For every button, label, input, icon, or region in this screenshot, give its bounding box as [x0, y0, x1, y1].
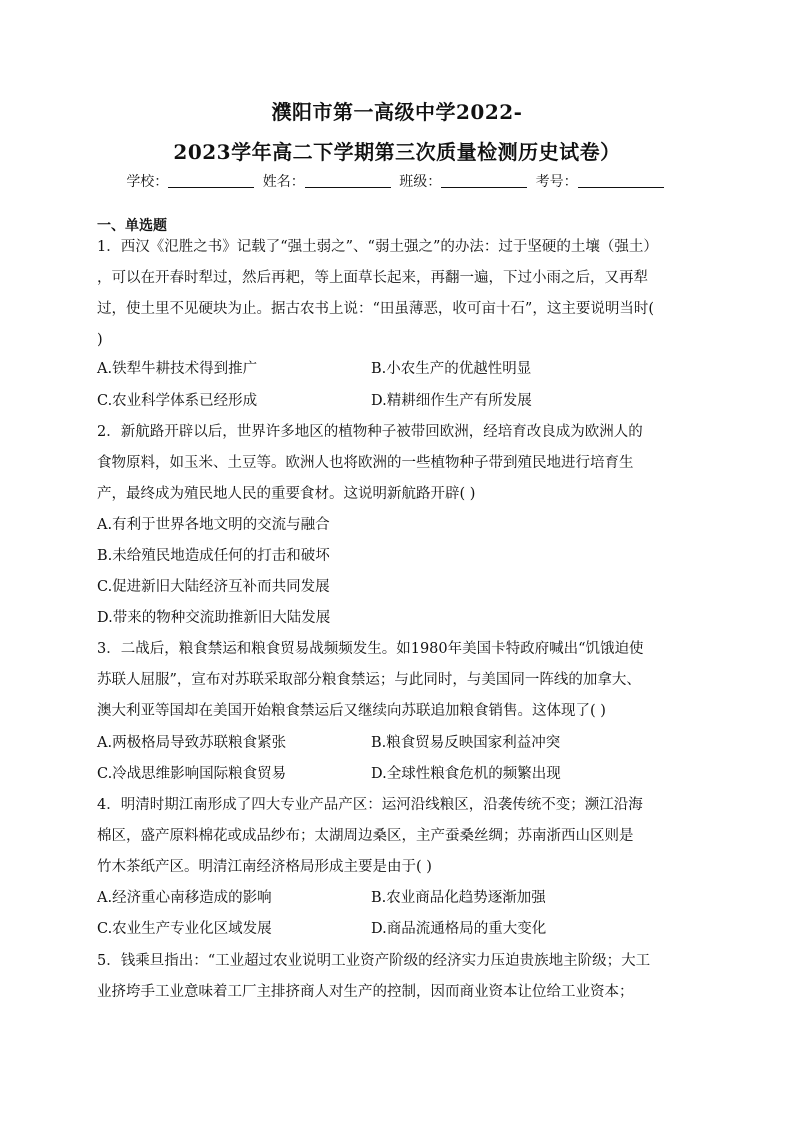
- name-label: 姓名：: [262, 174, 305, 190]
- question-3-option-c: C.冷战思维影响国际粮食贸易: [97, 766, 287, 782]
- class-label: 班级：: [399, 174, 442, 190]
- question-3-line-3: 澳大利亚等国却在美国开始粮食禁运后又继续向苏联追加粮食销售。这体现了( ): [97, 703, 606, 719]
- school-blank[interactable]: [168, 173, 254, 188]
- exam-title-line2: 2023学年高二下学期第三次质量检测历史试卷）: [173, 140, 621, 164]
- question-1-option-b: B.小农生产的优越性明显: [371, 361, 532, 377]
- exam-number-label: 考号：: [535, 174, 578, 190]
- question-5-line-1: 5．钱乘旦指出：“工业超过农业说明工业资产阶级的经济实力压迫贵族地主阶级；大工: [97, 953, 651, 969]
- exam-title-line1: 濮阳市第一高级中学2022-: [271, 100, 523, 124]
- question-5-line-2: 业挤垮手工业意味着工厂主排挤商人对生产的控制，因而商业资本让位给工业资本；: [97, 984, 634, 1000]
- question-3-line-2: 苏联人屈服”，宣布对苏联采取部分粮食禁运；与此同时，与美国同一阵线的加拿大、: [97, 672, 641, 688]
- school-label: 学校：: [126, 174, 169, 190]
- question-4-option-a: A.经济重心南移造成的影响: [97, 890, 272, 906]
- question-4-option-c: C.农业生产专业化区域发展: [97, 921, 272, 937]
- question-1-line-4: ): [97, 332, 103, 348]
- question-1-option-c: C.农业科学体系已经形成: [97, 393, 258, 409]
- question-2-option-b: B.未给殖民地造成任何的打击和破坏: [97, 548, 330, 564]
- exam-number-blank[interactable]: [578, 173, 664, 188]
- question-3-option-a: A.两极格局导致苏联粮食紧张: [97, 735, 287, 751]
- question-1-option-a: A.铁犁牛耕技术得到推广: [97, 361, 258, 377]
- question-4-line-1: 4．明清时期江南形成了四大专业产品产区：运河沿线粮区，沿袭传统不变；濒江沿海: [97, 797, 643, 813]
- question-3-line-1: 3．二战后，粮食禁运和粮食贸易战频频发生。如1980年美国卡特政府喊出“饥饿迫使: [97, 641, 644, 657]
- question-2-line-2: 食物原料，如玉米、土豆等。欧洲人也将欧洲的一些植物种子带到殖民地进行培育生: [97, 455, 634, 471]
- question-3-option-b: B.粮食贸易反映国家利益冲突: [371, 735, 561, 751]
- section-heading: 一、单选题: [97, 218, 167, 234]
- question-4-option-b: B.农业商品化趋势逐渐加强: [371, 890, 546, 906]
- question-1-line-2: ，可以在开春时犁过，然后再耙，等上面草长起来，再翻一遍，下过小雨之后，又再犁: [97, 270, 648, 286]
- question-4-line-2: 棉区，盛产原料棉花或成品纱布；太湖周边桑区，主产蚕桑丝绸；苏南浙西山区则是: [97, 828, 634, 844]
- question-2-line-3: 产，最终成为殖民地人民的重要食材。这说明新航路开辟( ): [97, 486, 476, 502]
- question-1-option-d: D.精耕细作生产有所发展: [371, 393, 532, 409]
- question-3-option-d: D.全球性粮食危机的频繁出现: [371, 766, 561, 782]
- question-2-line-1: 2．新航路开辟以后，世界许多地区的植物种子被带回欧洲，经培育改良成为欧洲人的: [97, 424, 643, 440]
- class-blank[interactable]: [441, 173, 527, 188]
- student-info-row: [0, 171, 794, 191]
- question-4-line-3: 竹木茶纸产区。明清江南经济格局形成主要是由于( ): [97, 859, 432, 875]
- name-blank[interactable]: [305, 173, 391, 188]
- question-4-option-d: D.商品流通格局的重大变化: [371, 921, 547, 937]
- question-2-option-a: A.有利于世界各地文明的交流与融合: [97, 517, 330, 533]
- question-1-line-3: 过，使土里不见硬块为止。据古农书上说：“田虽薄恶，收可亩十石”，这主要说明当时(: [97, 301, 654, 317]
- question-2-option-d: D.带来的物种交流助推新旧大陆发展: [97, 610, 331, 626]
- question-2-option-c: C.促进新旧大陆经济互补而共同发展: [97, 579, 330, 595]
- question-1-line-1: 1．西汉《氾胜之书》记载了“强土弱之”、“弱土强之”的办法：过于坚硬的土壤（强土）: [97, 239, 658, 255]
